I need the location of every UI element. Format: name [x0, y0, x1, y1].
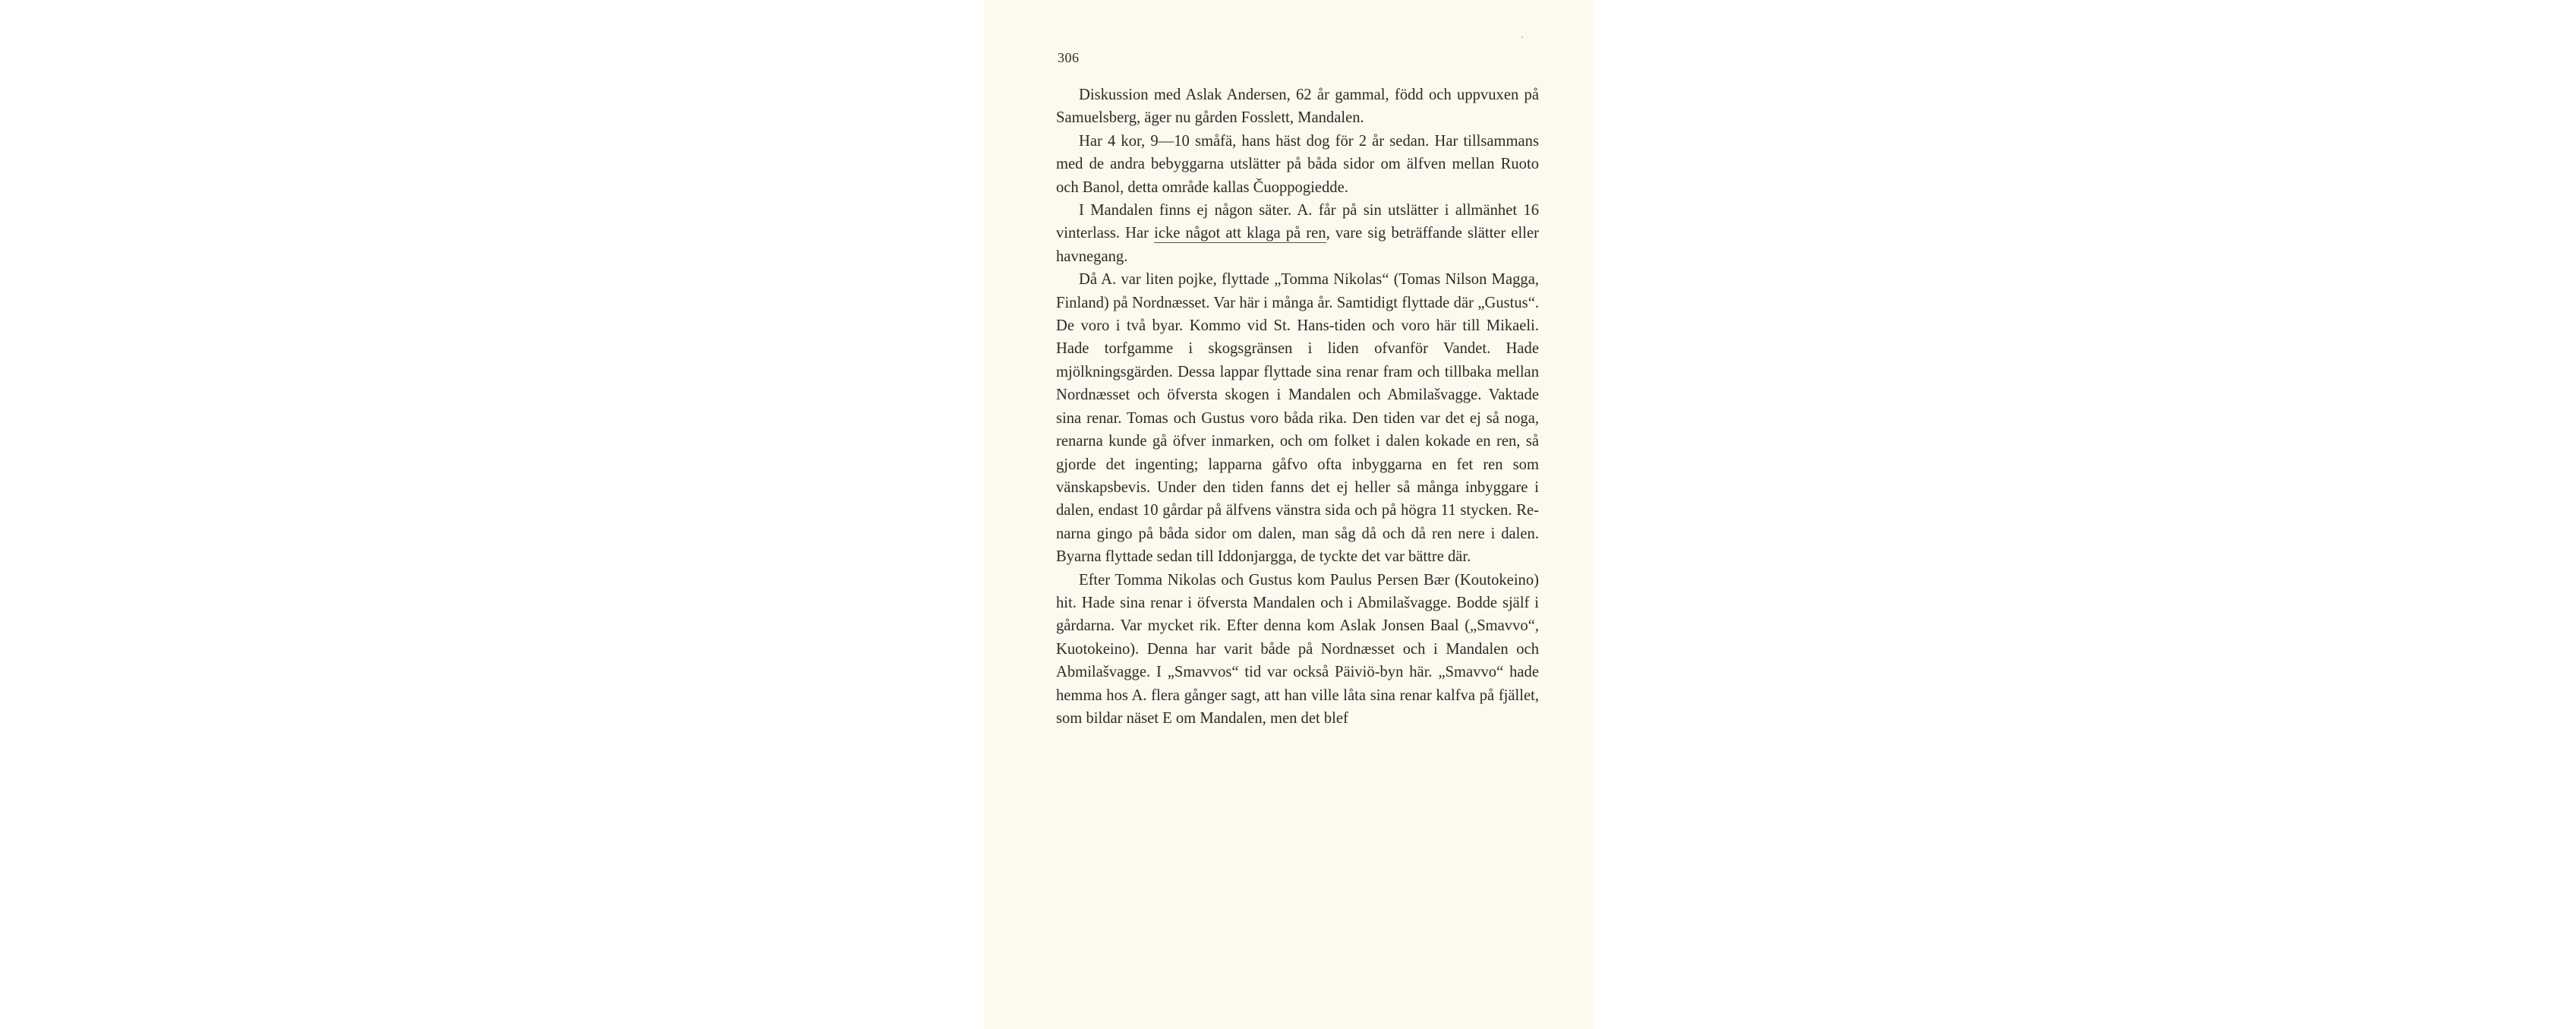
- paragraph-4: Då A. var liten pojke, flyttade „Tomma Nikolas“ (Tomas Nilson Magga, Finland) på Nordnæsset. Var här i många år. Samtidigt flyttade där „Gustus“. De voro i två byar. Kommo vid St. Hans-tiden och voro här till Mikaeli. Hade torfgamme i skogsgränsen i liden ofvanför Vandet. Hade mjölkningsgärden. Dessa lappar flyttade sina renar fram och tillbaka mellan Nordnæsset och öfversta skogen i Mandalen och Abmilašvagge. Vaktade sina renar. Tomas och Gustus voro båda rika. Den tiden var det ej så noga, renarna kunde gå öfver inmarken, och om folket i dalen kokade en ren, så gjorde det ingenting; lapparna gåfvo ofta inbyggarna en fet ren som vänskapsbevis. Under den tiden fanns det ej heller så många inbyggare i dalen, endast 10 gårdar på älfvens vänstra sida och på högra 11 stycken. Renarna gingo på båda sidor om dalen, man såg då och då ren nere i dalen. Byarna flyttade sedan till Iddonjargga, de tyckte det var bättre där.: [1056, 271, 1539, 566]
- paragraph-3-end: , vare sig beträffande slätter eller havnegang.: [1056, 225, 1539, 265]
- book-page: [984, 0, 1593, 1029]
- paragraph-5: Efter Tomma Nikolas och Gustus kom Paulus Persen Bær (Koutokeino) hit. Hade sina renar i öfversta Mandalen och i Abmilašvagge. Bodde själf i gårdarna. Var mycket rik. Efter denna kom Aslak Jonsen Baal („Smavvo“, Kuotokeino). Denna har varit både på Nordnæsset och i Mandalen och Abmilašvagge. I „Smavvos“ tid var också Päiviö-byn här. „Smavvo“ hade hemma hos A. flera gånger sagt, att han ville låta sina renar kalfva på fjället, som bildar näset E om Mandalen, men det blef: [1056, 571, 1539, 727]
- page-text: [1056, 84, 1539, 730]
- paper-speck: [1521, 36, 1523, 38]
- page-number: 306: [1058, 50, 1080, 65]
- underlined-phrase: icke något att klaga på ren: [1154, 225, 1326, 242]
- paragraph-3: [1056, 199, 1539, 268]
- paragraph-3-start: I Mandalen finns ej någon säter. A. får på sin utslätter i allmänhet 16 vinterlass. Har: [1056, 202, 1539, 242]
- paragraph-2: Har 4 kor, 9—10 småfä, hans häst dog för 2 år sedan. Har tillsammans med de andra bebyggarna utslätter på båda sidor om älfven mellan Ruoto och Banol, detta område kallas Čuoppogiedde.: [1056, 132, 1539, 196]
- paragraph-1: Diskussion med Aslak Andersen, 62 år gammal, född och uppvuxen på Samuelsberg, äger nu gården Fosslett, Mandalen.: [1056, 87, 1539, 127]
